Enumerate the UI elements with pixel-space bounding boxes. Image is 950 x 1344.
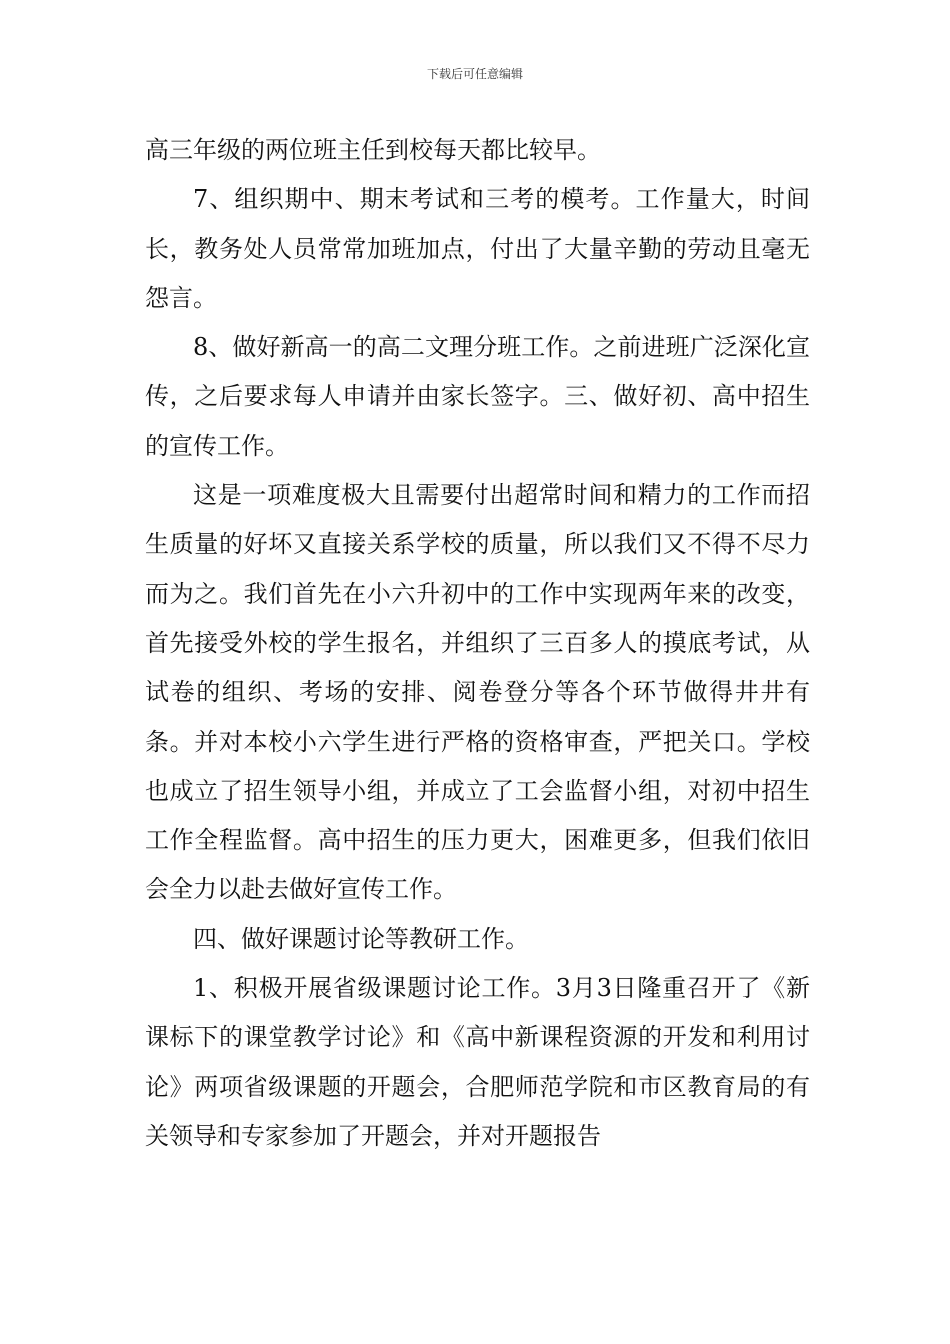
document-body [145, 126, 810, 1161]
paragraph-item-7: 7、组织期中、期末考试和三考的模考。工作量大，时间长，教务处人员常常加班加点，付出了大量辛勤的劳动且毫无怨言。 [145, 185, 810, 312]
paragraph-item-8: 8、做好新高一的高二文理分班工作。之前进班广泛深化宣传，之后要求每人申请并由家长签字。三、做好初、高中招生的宣传工作。 [145, 333, 810, 460]
paragraph-admissions: 这是一项难度极大且需要付出超常时间和精力的工作而招生质量的好坏又直接关系学校的质量，所以我们又不得不尽力而为之。我们首先在小六升初中的工作中实现两年来的改变，首先接受外校的学生报名，并组织了三百多人的摸底考试，从试卷的组织、考场的安排、阅卷登分等各个环节做得井井有条。并对本校小六学生进行严格的资格审查，严把关口。学校也成立了招生领导小组，并成立了工会监督小组，对初中招生工作全程监督。高中招生的压力更大，困难更多，但我们依旧会全力以赴去做好宣传工作。 [145, 481, 810, 904]
paragraph-continuation: 高三年级的两位班主任到校每天都比较早。 [145, 136, 601, 164]
page-header-note: 下载后可任意编辑 [426, 67, 523, 81]
section-heading-research: 四、做好课题讨论等教研工作。 [193, 924, 529, 953]
paragraph-research-item-1: 1、积极开展省级课题讨论工作。3月3日隆重召开了《新课标下的课堂教学讨论》和《高中新课程资源的开发和利用讨论》两项省级课题的开题会，合肥师范学院和市区教育局的有关领导和专家参加了开题会，并对开题报告 [145, 974, 810, 1150]
